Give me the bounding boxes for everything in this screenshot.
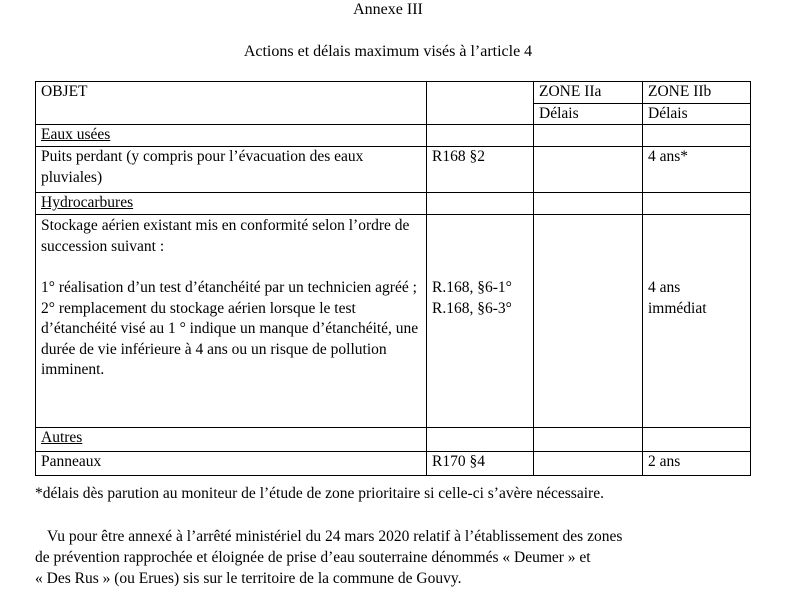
header-zone-iia-title: ZONE IIa	[534, 82, 642, 104]
header-zone-iia	[534, 82, 643, 125]
ref-step-1: R.168, §6-1°	[432, 279, 512, 296]
row-zone-iia-puits	[534, 147, 643, 193]
row-ref-puits: R168 §2	[427, 147, 534, 193]
stockage-intro: Stockage aérien existant mis en conformité selon l’ordre de succession suivant :	[41, 217, 410, 255]
row-objet-stockage	[36, 215, 427, 428]
header-zone-iib	[643, 82, 751, 125]
annex-title: Annexe III	[353, 1, 423, 18]
closing-paragraph	[35, 526, 775, 589]
header-zone-iia-sub: Délais	[539, 104, 579, 122]
table-row	[36, 215, 751, 428]
empty-cell	[643, 125, 751, 147]
empty-cell	[427, 428, 534, 452]
closing-line-1: Vu pour être annexé à l’arrêté ministériel du 24 mars 2020 relatif à l’établissement des zones	[47, 528, 623, 545]
header-objet: OBJET	[36, 82, 427, 125]
row-zone-iia-stockage	[534, 215, 643, 428]
stockage-step-2: 2° remplacement du stockage aérien lorsque le test d’étanchéité visé au 1 ° indique un manque d’étanchéité, une durée de vie inférieure à 4 ans ou un risque de pollution imminent.	[41, 299, 419, 378]
delays-table	[35, 81, 751, 476]
ref-step-2: R.168, §6-3°	[432, 299, 512, 317]
row-zone-iib-puits: 4 ans*	[643, 147, 751, 193]
closing-line-2: de prévention rapprochée et éloignée de prise d’eau souterraine dénommés « Deumer » et	[35, 549, 591, 566]
empty-cell	[643, 428, 751, 452]
table-row	[36, 452, 751, 476]
empty-cell	[534, 428, 643, 452]
table-header-row	[36, 82, 751, 125]
footnote: *délais dès parution au moniteur de l’étude de zone prioritaire si celle-ci s’avère nécessaire.	[35, 485, 604, 502]
row-objet-panneaux: Panneaux	[36, 452, 427, 476]
document-subtitle: Actions et délais maximum visés à l’article 4	[243, 43, 533, 60]
header-zone-iib-title: ZONE IIb	[643, 82, 750, 104]
table-row	[36, 147, 751, 193]
header-reference	[427, 82, 534, 125]
header-zone-iib-sub: Délais	[648, 104, 688, 122]
section-title-hydrocarbures: Hydrocarbures	[36, 193, 427, 215]
zone-iib-step-2: immédiat	[648, 299, 707, 317]
empty-cell	[534, 125, 643, 147]
stockage-step-1: 1° réalisation d’un test d’étanchéité par un technicien agréé ;	[41, 279, 417, 296]
row-zone-iib-stockage	[643, 215, 751, 428]
section-row	[36, 428, 751, 452]
section-title-eaux-usees: Eaux usées	[36, 125, 427, 147]
row-ref-stockage	[427, 215, 534, 428]
row-zone-iia-panneaux	[534, 452, 643, 476]
row-ref-panneaux: R170 §4	[427, 452, 534, 476]
row-objet-puits: Puits perdant (y compris pour l’évacuation des eaux pluviales)	[36, 147, 427, 193]
empty-cell	[427, 193, 534, 215]
section-title-autres: Autres	[36, 428, 427, 452]
section-row	[36, 193, 751, 215]
zone-iib-step-1: 4 ans	[648, 279, 681, 296]
row-zone-iib-panneaux: 2 ans	[643, 452, 751, 476]
section-row	[36, 125, 751, 147]
empty-cell	[427, 125, 534, 147]
empty-cell	[534, 193, 643, 215]
closing-line-3: « Des Rus » (ou Erues) sis sur le territoire de la commune de Gouvy.	[35, 570, 462, 587]
empty-cell	[643, 193, 751, 215]
